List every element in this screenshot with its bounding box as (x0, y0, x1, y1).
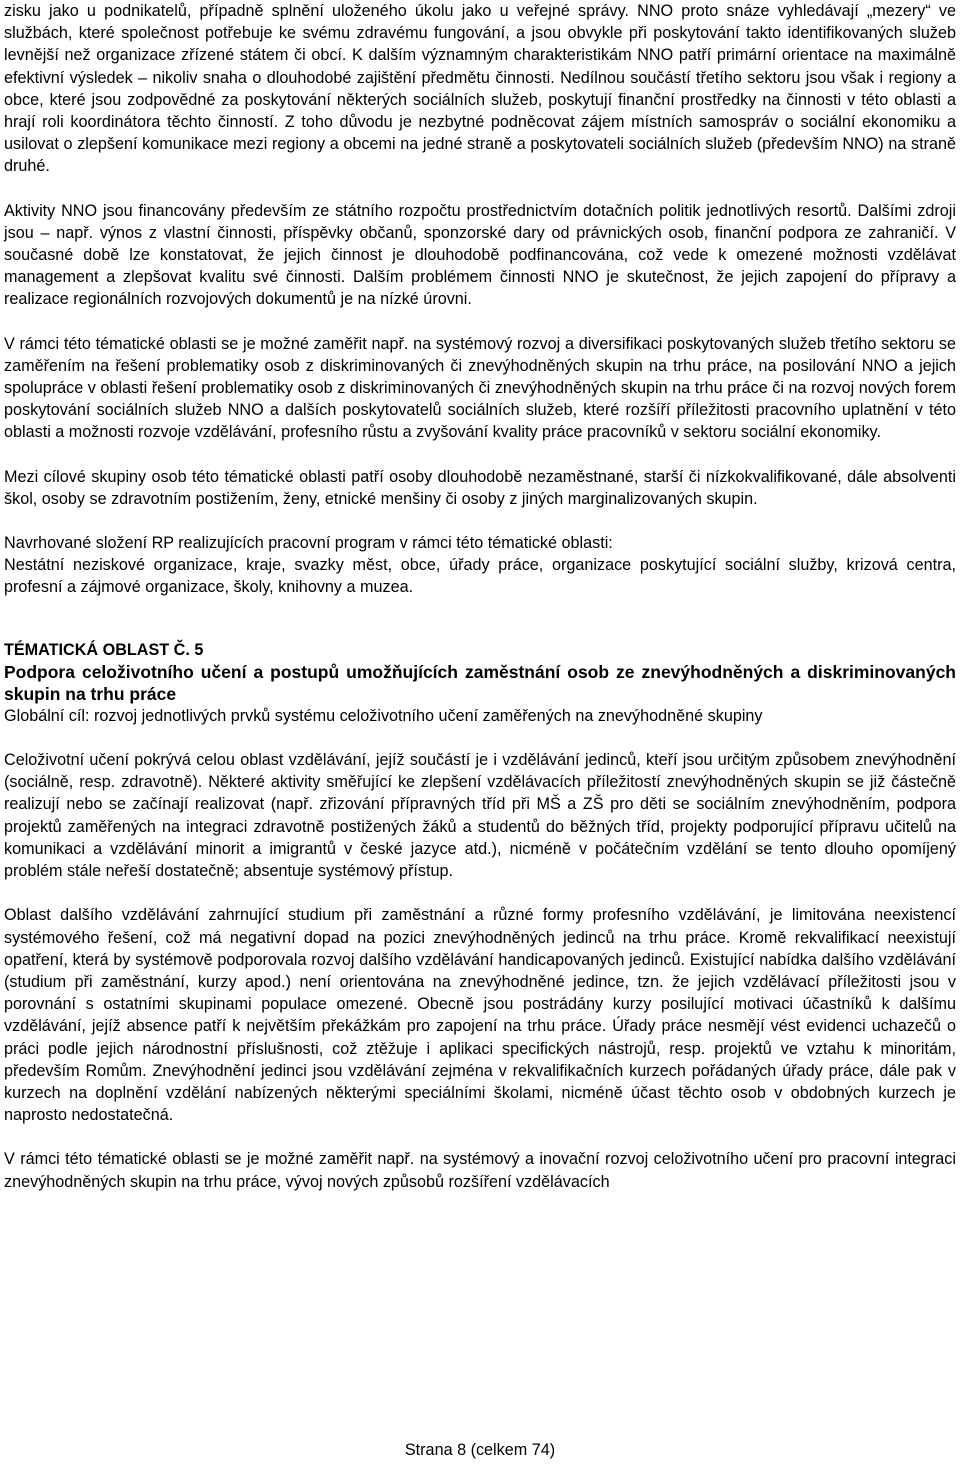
section-heading: TÉMATICKÁ OBLAST Č. 5 (4, 640, 204, 659)
paragraph-focus-area-4: V rámci této tématické oblasti se je možné zaměřit např. na systémový rozvoj a diversifikaci poskytovaných služeb třetího sektoru se zaměřením na řešení problematiky osob z diskriminovaných či znevýhodněných skupin na trhu práce, na posilování NNO a jejich spolupráce v oblasti řešení problematiky osob z diskriminovaných či znevýhodněných skupin na trhu práce či na rozvoj nových forem poskytování sociálních služeb NNO a dalších poskytovatelů sociálních služeb, které rozšíří příležitosti pracovního uplatnění v této oblasti a možnosti rozvoje vzdělávání, profesního růstu a zvyšování kvality práce pracovníků v sektoru sociální ekonomiky. (4, 334, 956, 442)
paragraph-composition-intro: Navrhované složení RP realizujících pracovní program v rámci této tématické oblasti: (4, 534, 613, 553)
paragraph-lifelong-learning: Celoživotní učení pokrývá celou oblast vzdělávání, jejíž součástí je i vzdělávání jedinců, kteří jsou určitým způsobem znevýhodnění (sociálně, resp. zdravotně). Některé aktivity směřující ke zlepšení vzdělávacích příležitostí znevýhodněných skupin se již částečně realizují nebo se začínají realizovat (např. zřizování přípravných tříd při MŠ a ZŠ pro děti se sociálním znevýhodněním, podpora projektů zaměřených na integraci zdravotně postižených žáků a studentů do běžných tříd, projekty podporující přípravu učitelů na komunikaci a vzdělávání minorit a imigrantů v české jazyce atd.), nicméně v počátečním vzdělání se tento dlouho opomíjený problém stále neřeší dostatečně; absentuje systémový přístup. (4, 751, 956, 881)
paragraph-target-groups: Mezi cílové skupiny osob této tématické oblasti patří osoby dlouhodobě nezaměstnané, starší či nízkokvalifikované, dále absolventi škol, osoby se zdravotním postižením, ženy, etnické menšiny či osoby z jiných marginalizovaných skupin. (4, 467, 956, 508)
section-title: Podpora celoživotního učení a postupů umožňujících zaměstnání osob ze znevýhodněných a diskriminovaných skupin na trhu práce (4, 661, 956, 704)
section-global-goal: Globální cíl: rozvoj jednotlivých prvků systému celoživotního učení zaměřených na znevýhodněné skupiny (4, 706, 763, 725)
paragraph-nno-financing: Aktivity NNO jsou financovány především ze státního rozpočtu prostřednictvím dotačních politik jednotlivých resortů. Dalšími zdroji jsou – např. výnos z vlastní činnosti, příspěvky občanů, sponzorské dary od právnických osob, finanční podpora ze zahraničí. V současné době lze konstatovat, že jejich činnost je dlouhodobě podfinancována, což vede k omezené možnosti vzdělávat management a zlepšovat kvalitu své činnosti. Dalším problémem činnosti NNO je skutečnost, že jejich zapojení do přípravy a realizace regionálních rozvojových dokumentů je na nízké úrovni. (4, 201, 956, 309)
paragraph-focus-area-5: V rámci této tématické oblasti se je možné zaměřit např. na systémový a inovační rozvoj celoživotního učení pro pracovní integraci znevýhodněných skupin na trhu práce, vývoj nových způsobů rozšíření vzdělávacích (4, 1150, 956, 1191)
paragraph-nno-characteristics: zisku jako u podnikatelů, případně splnění uloženého úkolu jako u veřejné správy. NNO proto snáze vyhledávají „mezery“ ve službách, které společnost potřebuje ke svému zdravému fungování, a jsou obvykle při poskytování takto identifikovaných služeb levnější než organizace zřízené státem či obcí. K dalším významným charakteristikám NNO patří primární orientace na maximálně efektivní výsledek – nikoliv snaha o dlouhodobé zajištění předmětu činnosti. Nedílnou součástí třetího sektoru jsou však i regiony a obce, které jsou zodpovědné za poskytování některých sociálních služeb, poskytují finanční prostředky na činnosti v této oblasti a hrají roli koordinátora těchto činností. Z toho důvodu je nezbytné podněcovat zájem místních samospráv o sociální ekonomiku a usilovat o zlepšení komunikace mezi regiony a obcemi na jedné straně a poskytovateli sociálních služeb (především NNO) na straně druhé. (4, 2, 956, 176)
paragraph-further-education: Oblast dalšího vzdělávání zahrnující studium při zaměstnání a různé formy profesního vzdělávání, je limitována neexistencí systémového řešení, což má negativní dopad na pozici znevýhodněných jedinců na trhu práce. Kromě rekvalifikací neexistují opatření, která by systémově podporovala rozvoj dalšího vzdělávání handicapovaných jedinců. Existující nabídka dalšího vzdělávání (studium při zaměstnání, kurzy apod.) není orientována na znevýhodněné jedince, tzn. že jejich vzdělávací příležitosti jsou v porovnání s ostatními skupinami populace omezené. Obecně jsou postrádány kurzy posilující motivaci účastníků k dalšímu vzdělávání, jejíž absence patří k největším překážkám pro zapojení na trhu práce. Úřady práce nesmějí vést evidenci uchazečů o práci podle jejich národnostní příslušnosti, což ztěžuje i aplikaci specifických nástrojů, resp. projektů ve vztahu k minoritám, především Romům. Znevýhodnění jedinci jsou vzdělávání zejména v rekvalifikačních kurzech pořádaných úřady práce, dále pak v kurzech na doplnění vzdělání nabízených některými speciálními školami, nicméně účast těchto osob v obdobných kurzech je naprosto nedostatečná. (4, 906, 956, 1125)
document-page (4, 0, 956, 1193)
page-footer: Strana 8 (celkem 74) (404, 1441, 556, 1459)
paragraph-composition-list: Nestátní neziskové organizace, kraje, svazky měst, obce, úřady práce, organizace poskytující sociální služby, krizová centra, profesní a zájmové organizace, školy, knihovny a muzea. (4, 556, 956, 597)
